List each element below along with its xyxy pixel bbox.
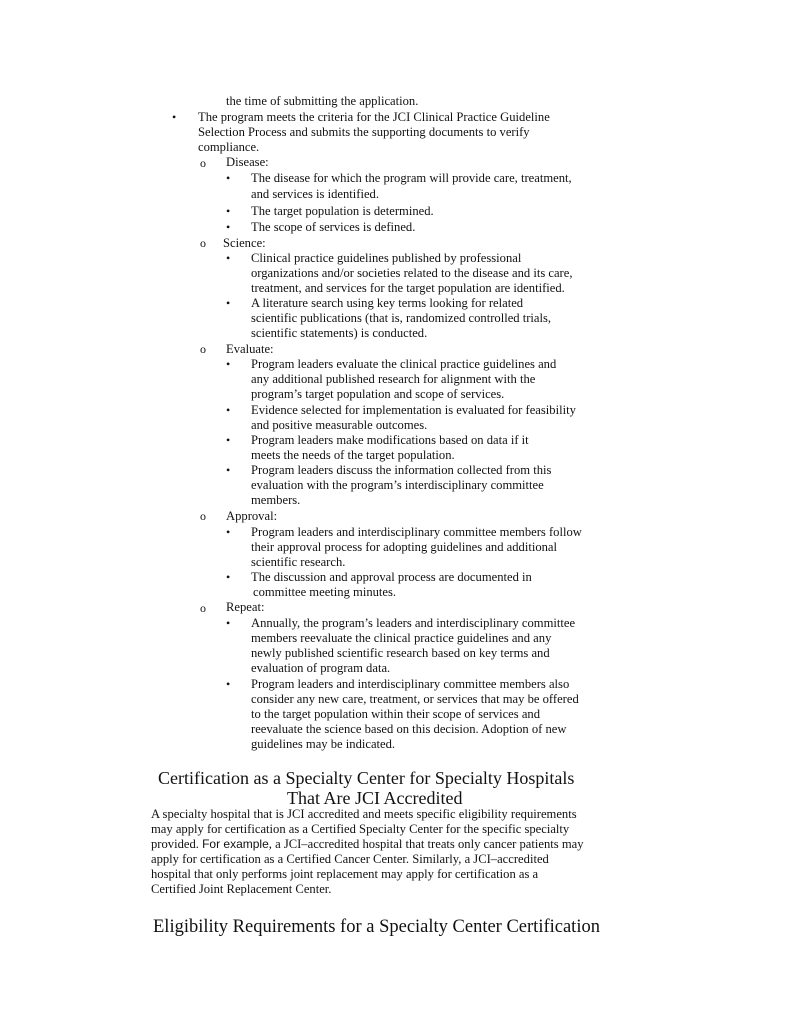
list-item-line: newly published scientific research based on key terms and	[251, 646, 550, 660]
list-item-line: Program leaders and interdisciplinary committee members also	[251, 677, 570, 691]
evaluate-label: Evaluate:	[226, 342, 274, 356]
paragraph-line	[151, 837, 584, 852]
criteria-text-line-2: Selection Process and submits the supporting documents to verify	[198, 125, 530, 139]
bullet-marker: •	[226, 220, 231, 234]
list-item-line: any additional published research for alignment with the	[251, 372, 536, 386]
list-item-line: to the target population within their scope of services and	[251, 707, 540, 721]
paragraph-text: , a JCI–accredited hospital that treats only cancer patients may	[268, 837, 584, 851]
list-item-line: The scope of services is defined.	[251, 220, 416, 234]
list-item-line: Annually, the program’s leaders and interdisciplinary committee	[251, 616, 576, 630]
list-item-line: Program leaders evaluate the clinical practice guidelines and	[251, 357, 557, 371]
list-item-line: their approval process for adopting guidelines and additional	[251, 540, 558, 554]
list-item-line: scientific publications (that is, randomized controlled trials,	[251, 311, 552, 325]
list-item-line: Evidence selected for implementation is evaluated for feasibility	[251, 403, 576, 417]
list-item-line: treatment, and services for the target population are identified.	[251, 281, 565, 295]
bullet-marker: •	[226, 677, 231, 691]
list-item-line: committee meeting minutes.	[253, 585, 397, 599]
approval-label: Approval:	[226, 509, 278, 523]
list-item-line: The target population is determined.	[251, 204, 434, 218]
list-item-line: meets the needs of the target population.	[251, 448, 455, 462]
list-item-line: reevaluate the science based on this decision. Adoption of new	[251, 722, 567, 736]
list-item-line: scientific statements) is conducted.	[251, 326, 428, 340]
sub-marker: o	[200, 342, 206, 356]
paragraph-line: A specialty hospital that is JCI accredited and meets specific eligibility requirements	[151, 807, 577, 821]
list-item-line: program’s target population and scope of services.	[251, 387, 505, 401]
list-item-line: A literature search using key terms looking for related	[251, 296, 524, 310]
bullet-marker: •	[226, 525, 231, 539]
sub-marker: o	[200, 509, 206, 523]
bullet-marker: •	[226, 171, 231, 185]
bullet-marker: •	[172, 110, 177, 124]
section-heading-line-2: That Are JCI Accredited	[287, 788, 463, 808]
list-item-line: Program leaders make modifications based on data if it	[251, 433, 529, 447]
disease-label: Disease:	[226, 155, 269, 169]
example-emphasis: For example	[202, 837, 269, 851]
list-item-line: and positive measurable outcomes.	[251, 418, 428, 432]
list-item-line: guidelines may be indicated.	[251, 737, 396, 751]
bullet-marker: •	[226, 357, 231, 371]
section-heading-line-1: Certification as a Specialty Center for Specialty Hospitals	[158, 768, 575, 788]
repeat-label: Repeat:	[226, 600, 265, 614]
criteria-text-line-1: The program meets the criteria for the JCI Clinical Practice Guideline	[198, 110, 550, 124]
continuation-line: the time of submitting the application.	[226, 94, 419, 108]
paragraph-line: may apply for certification as a Certified Specialty Center for the specific specialty	[151, 822, 570, 836]
list-item-line: The discussion and approval process are documented in	[251, 570, 532, 584]
bullet-marker: •	[226, 616, 231, 630]
bullet-marker: •	[226, 204, 231, 218]
paragraph-line: hospital that only performs joint replacement may apply for certification as a	[151, 867, 539, 881]
list-item-line: The disease for which the program will provide care, treatment,	[251, 171, 572, 185]
sub-marker: o	[200, 601, 206, 615]
list-item-line: Program leaders discuss the information collected from this	[251, 463, 552, 477]
bullet-marker: •	[226, 296, 231, 310]
list-item-line: Program leaders and interdisciplinary committee members follow	[251, 525, 582, 539]
list-item-line: organizations and/or societies related to the disease and its care,	[251, 266, 573, 280]
eligibility-heading: Eligibility Requirements for a Specialty Center Certification	[153, 917, 600, 937]
list-item-line: scientific research.	[251, 555, 346, 569]
list-item-line: members.	[251, 493, 301, 507]
paragraph-text: provided.	[151, 837, 203, 851]
bullet-marker: •	[226, 403, 231, 417]
paragraph-line: Certified Joint Replacement Center.	[151, 882, 332, 896]
list-item-line: Clinical practice guidelines published by professional	[251, 251, 522, 265]
list-item-line: evaluation of program data.	[251, 661, 391, 675]
list-item-line: consider any new care, treatment, or services that may be offered	[251, 692, 579, 706]
paragraph-line: apply for certification as a Certified Cancer Center. Similarly, a JCI–accredited	[151, 852, 549, 866]
list-item-line: evaluation with the program’s interdisciplinary committee	[251, 478, 544, 492]
list-item-line: and services is identified.	[251, 187, 379, 201]
bullet-marker: •	[226, 251, 231, 265]
bullet-marker: •	[226, 463, 231, 477]
sub-marker: o	[200, 236, 206, 250]
bullet-marker: •	[226, 433, 231, 447]
list-item-line: members reevaluate the clinical practice guidelines and any	[251, 631, 552, 645]
science-label: Science:	[223, 236, 266, 250]
criteria-text-line-3: compliance.	[198, 140, 260, 154]
sub-marker: o	[200, 156, 206, 170]
bullet-marker: •	[226, 570, 231, 584]
